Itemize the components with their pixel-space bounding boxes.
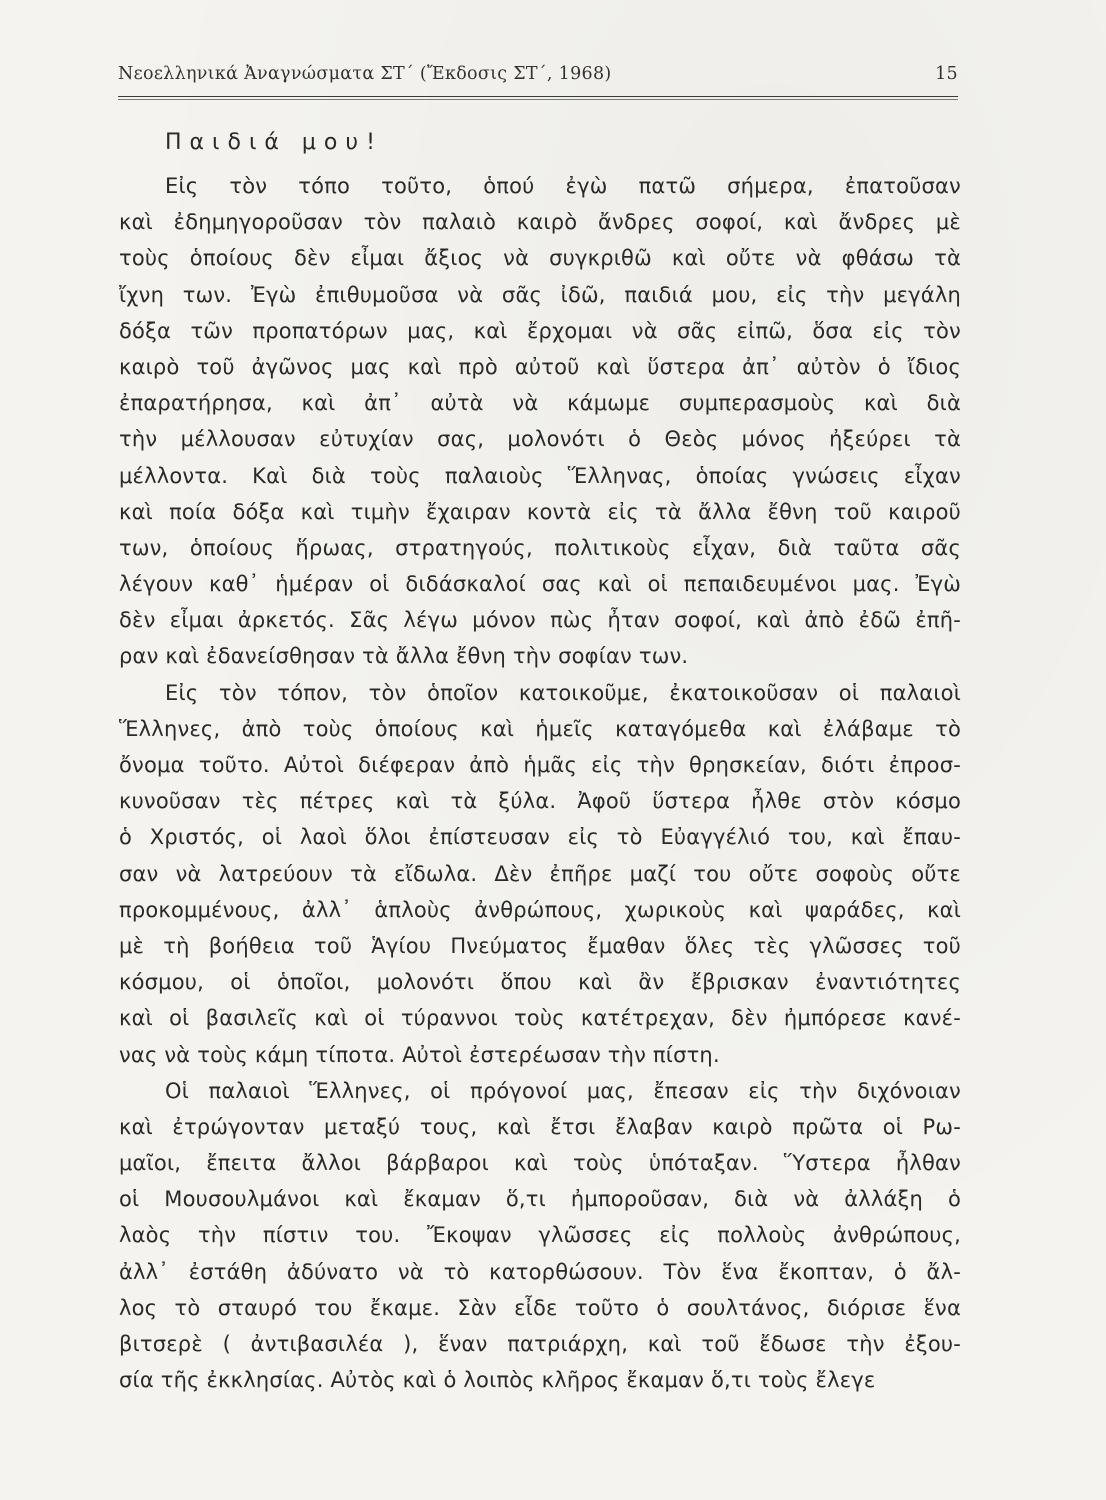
text-line: λέγουν καθ᾽ ἡμέραν οἱ διδάσκαλοί σας καὶ οἱ πεπαιδευμένοι μας. Ἐγὼ [119, 572, 961, 597]
text-line: βιτσερὲ ( ἀντιβασιλέα ), ἕναν πατριάρχη, καὶ τοῦ ἔδωσε τὴν ἐξου- [119, 1332, 961, 1356]
text-line: ραν καὶ ἐδανείσθησαν τὰ ἄλλα ἔθνη τὴν σοφίαν των. [119, 644, 689, 669]
text-line: δὲν εἶμαι ἀρκετός. Σᾶς λέγω μόνον πὼς ἦταν σοφοί, καὶ ἀπὸ ἐδῶ ἐπῆ- [119, 608, 961, 633]
text-line: ὁ Χριστός, οἱ λαοὶ ὅλοι ἐπίστευσαν εἰς τὸ Εὐαγγέλιό του, καὶ ἔπαυ- [119, 825, 961, 850]
text-line: των, ὁποίους ἥρωας, στρατηγούς, πολιτικοὺς εἶχαν, διὰ ταῦτα σᾶς [119, 535, 961, 560]
text-line: Ἕλληνες, ἀπὸ τοὺς ὁποίους καὶ ἡμεῖς καταγόμεθα καὶ ἐλάβαμε τὸ [119, 716, 961, 741]
paragraphs [119, 168, 961, 1398]
running-header [118, 60, 958, 97]
text-line: κόσμου, οἱ ὁποῖοι, μολονότι ὅπου καὶ ἂν ἔβρισκαν ἐναντιότητες [119, 970, 961, 995]
text-line: καὶ οἱ βασιλεῖς καὶ οἱ τύραννοι τοὺς κατέτρεχαν, δὲν ἠμπόρεσε κανέ- [119, 1006, 961, 1031]
text-line: ἴχνη των. Ἐγὼ ἐπιθυμοῦσα νὰ σᾶς ἰδῶ, παιδιά μου, εἰς τὴν μεγάλη [119, 282, 961, 307]
text-line: λος τὸ σταυρό του ἔκαμε. Σὰν εἶδε τοῦτο ὁ σουλτάνος, διόρισε ἕνα [119, 1295, 961, 1320]
paragraph [119, 675, 961, 1073]
text-line: μαῖοι, ἔπειτα ἄλλοι βάρβαροι καὶ τοὺς ὑπόταξαν. Ὕστερα ἦλθαν [119, 1151, 961, 1176]
text-line: καὶ ἐδημηγοροῦσαν τὸν παλαιὸ καιρὸ ἄνδρες σοφοί, καὶ ἄνδρες μὲ [119, 210, 961, 235]
text-line: τὴν μέλλουσαν εὐτυχίαν σας, μολονότι ὁ Θεὸς μόνος ἠξεύρει τὰ [119, 427, 961, 452]
header-rule [118, 99, 958, 100]
text-line: καὶ ποία δόξα καὶ τιμὴν ἔχαιραν κοντὰ εἰς τὰ ἄλλα ἔθνη τοῦ καιροῦ [119, 499, 961, 524]
text-line: μέλλοντα. Καὶ διὰ τοὺς παλαιοὺς Ἕλληνας, ὁποίας γνώσεις εἶχαν [119, 463, 961, 488]
text-line: λαὸς τὴν πίστιν του. Ἔκοψαν γλῶσσες εἰς πολλοὺς ἀνθρώπους, [119, 1223, 961, 1248]
text-line: Εἰς τὸν τόπον, τὸν ὁποῖον κατοικοῦμε, ἐκατοικοῦσαν οἱ παλαιοὶ [165, 680, 961, 705]
text-line: Οἱ παλαιοὶ Ἕλληνες, οἱ πρόγονοί μας, ἔπεσαν εἰς τὴν διχόνοιαν [165, 1078, 961, 1103]
text-line: καὶ ἐτρώγονταν μεταξύ τους, καὶ ἔτσι ἔλαβαν καιρὸ πρῶτα οἱ Ρω- [119, 1114, 961, 1139]
text-line: Εἰς τὸν τόπο τοῦτο, ὁπού ἐγὼ πατῶ σήμερα, ἐπατοῦσαν [165, 174, 961, 198]
text-line: ὄνομα τοῦτο. Αὐτοὶ διέφεραν ἀπὸ ἡμᾶς εἰς τὴν θρησκείαν, διότι ἐπροσ- [119, 753, 961, 777]
paragraph [119, 1073, 961, 1399]
header-title: Νεοελληνικά Ἀναγνώσματα ΣΤ΄ (Ἔκδοσις ΣΤ΄, 1968) [118, 64, 612, 84]
text-line: σαν νὰ λατρεύουν τὰ εἴδωλα. Δὲν ἐπῆρε μαζί του οὔτε σοφοὺς οὔτε [119, 861, 961, 886]
text-line: προκομμένους, ἀλλ᾽ ἁπλοὺς ἀνθρώπους, χωρικοὺς καὶ ψαράδες, καὶ [119, 897, 961, 922]
text-line: κυνοῦσαν τὲς πέτρες καὶ τὰ ξύλα. Ἀφοῦ ὕστερα ἦλθε στὸν κόσμο [119, 789, 961, 814]
body-text [119, 124, 961, 1398]
text-line: μὲ τὴ βοήθεια τοῦ Ἁγίου Πνεύματος ἔμαθαν ὅλες τὲς γλῶσσες τοῦ [119, 933, 961, 958]
text-line: σία τῆς ἐκκλησίας. Αὐτὸς καὶ ὁ λοιπὸς κλῆρος ἔκαμαν ὅ,τι τοὺς ἔλεγε [119, 1368, 876, 1393]
text-line: ἐπαρατήρησα, καὶ ἀπ᾽ αὐτὰ νὰ κάμωμε συμπερασμοὺς καὶ διὰ [119, 391, 961, 416]
salutation: Παιδιά μου! [165, 130, 383, 155]
page-number: 15 [935, 64, 958, 84]
text-line: οἱ Μουσουλμάνοι καὶ ἔκαμαν ὅ,τι ἠμποροῦσαν, διὰ νὰ ἀλλάξη ὁ [119, 1187, 961, 1212]
text-line: ἀλλ᾽ ἐστάθη ἀδύνατο νὰ τὸ κατορθώσουν. Τὸν ἕνα ἔκοπταν, ὁ ἄλ- [119, 1259, 961, 1284]
text-line: δόξα τῶν προπατόρων μας, καὶ ἔρχομαι νὰ σᾶς εἰπῶ, ὅσα εἰς τὸν [119, 318, 961, 343]
text-line: νας νὰ τοὺς κάμη τίποτα. Αὐτοὶ ἐστερέωσαν τὴν πίστη. [119, 1042, 720, 1067]
paragraph [119, 168, 961, 675]
text-line: καιρὸ τοῦ ἀγῶνος μας καὶ πρὸ αὐτοῦ καὶ ὕστερα ἀπ᾽ αὐτὸν ὁ ἴδιος [119, 354, 961, 379]
text-line: τοὺς ὁποίους δὲν εἶμαι ἄξιος νὰ συγκριθῶ καὶ οὔτε νὰ φθάσω τὰ [119, 246, 961, 271]
